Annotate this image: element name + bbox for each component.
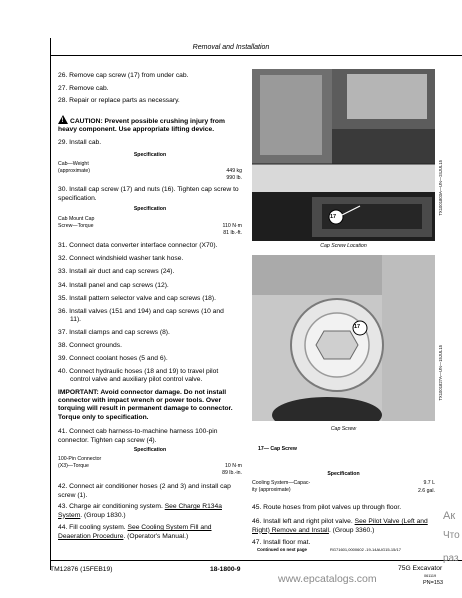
step-40-cont: control valve and auxiliary pilot control valve. [70, 376, 203, 383]
step-38: 38. Connect grounds. [58, 342, 122, 349]
step-41: 41. Connect cab harness-to-machine harness 100-pin connector. Tighten cap screw (4). [58, 428, 218, 444]
step-46 [252, 518, 442, 535]
step-32: 32. Connect windshield washer tank hose. [58, 255, 184, 262]
photo2-code: TX1001827A—UN—15JUL15 [438, 345, 443, 401]
footer-pn: PN=153 [423, 580, 444, 586]
footer-manual-id: TM12876 (15FEB19) [50, 566, 113, 573]
step-31: 31. Connect data converter interface connector (X70). [58, 242, 218, 249]
step-44 [58, 524, 244, 541]
spec2-value: 110 N·m [222, 223, 242, 229]
footer-page-number: 18-1800-9 [210, 566, 241, 573]
step-33: 33. Install air duct and cap screws (24). [58, 268, 175, 275]
footer-rule [50, 560, 462, 561]
spec3-value: 10 N·m [224, 463, 242, 469]
spec4-heading: Specification [327, 471, 360, 477]
photo1-callout: 17 [330, 214, 337, 220]
spec4-item: Cooling System—Capac- [252, 480, 311, 486]
spec3-item: 100-Pin Connector [58, 456, 102, 462]
step-35: 35. Install pattern selector valve and cap screws (18). [58, 295, 216, 302]
spec3-item2: (X3)—Torque [58, 463, 89, 469]
cap-screw-location-photo [252, 69, 435, 241]
watermark-url: www.epcatalogs.com [278, 573, 377, 585]
important-note: IMPORTANT: Avoid connector damage. Do not install connector with impact wrench or power tools. Over torquing will result in permanent damage to connector. Torque only to specification. [58, 389, 233, 421]
spec2-item2: Screw—Torque [58, 223, 94, 229]
photo2-callout: 17 [354, 324, 361, 330]
spec3-value2: 89 lb.-in. [222, 470, 242, 476]
step-43-group: . (Group 1830.) [80, 511, 126, 519]
caution-block [58, 115, 242, 135]
spec2-item: Cab Mount Cap [58, 216, 95, 222]
step-36-cont: 11). [70, 316, 82, 323]
step-30: 30. Install cap screw (17) and nuts (16). Tighten cap screw to specification. [58, 186, 239, 202]
step-43-text: 43. Charge air conditioning system. [58, 503, 165, 510]
watermark-side-1: Ак [443, 510, 456, 522]
step-42: 42. Connect air conditioner hoses (2 and 3) and install cap screw (1). [58, 483, 231, 499]
spec4-value2: 2.6 gal. [417, 488, 435, 494]
cap-screw-closeup-illustration [252, 255, 435, 421]
step-43 [58, 503, 244, 520]
page-header-title: Removal and Installation [192, 44, 270, 51]
step-39: 39. Connect coolant hoses (5 and 6). [58, 355, 168, 362]
spec1-item2: (approximate) [58, 168, 91, 174]
photo1-caption: Cap Screw Location [320, 243, 367, 249]
continued-note: Continued on next page [256, 547, 307, 552]
charge-r134a-link[interactable]: See Charge R134a System [58, 503, 222, 519]
step-46-group: . (Group 3360.) [328, 526, 375, 534]
step-46-text: 46. Install left and right pilot valve. [252, 518, 355, 525]
spec4-item2: ity (approximate) [252, 487, 291, 493]
step-45: 45. Route hoses from pilot valves up through floor. [252, 504, 402, 511]
step-28: 28. Repair or replace parts as necessary. [58, 97, 180, 104]
warning-triangle-icon [58, 115, 68, 124]
footer-model: 75G Excavator [398, 565, 443, 572]
reference-code: RG71601,0000602 -19-14AUG15-15/17 [330, 547, 401, 552]
spec4-value: 9.7 L [423, 480, 435, 486]
legend-17: 17— Cap Screw [258, 446, 297, 452]
spec1-item: Cab—Weight [58, 161, 89, 167]
watermark-side-3: раз [443, 553, 459, 564]
spec2-value2: 81 lb.-ft. [223, 230, 242, 236]
photo1-code: TX1001803A—UN—24JUL15 [438, 160, 443, 216]
step-26: 26. Remove cap screw (17) from under cab. [58, 72, 189, 79]
watermark-side-2: Что [443, 530, 460, 541]
spec1-heading: Specification [133, 152, 167, 158]
footer-date: 061119 [424, 574, 437, 578]
cab-underside-illustration [252, 69, 435, 241]
step-29: 29. Install cab. [58, 139, 102, 146]
step-44-text: 44. Fill cooling system. [58, 524, 128, 531]
step-37: 37. Install clamps and cap screws (8). [58, 329, 170, 336]
spec2-heading: Specification [133, 206, 167, 212]
photo2-caption: Cap Screw [330, 426, 357, 432]
cooling-fill-link[interactable]: See Cooling System Fill and Deaeration Procedure [58, 524, 212, 540]
pilot-valve-link[interactable]: See Pilot Valve (Left and Right) Remove and Install [252, 518, 428, 534]
spec1-value: 449 kg [226, 168, 242, 174]
caution-text: CAUTION: Prevent possible crushing injury from heavy component. Use appropriate lifting device. [58, 118, 225, 134]
step-36: 36. Install valves (151 and 194) and cap screws (10 and [58, 308, 224, 315]
step-40: 40. Connect hydraulic hoses (18 and 19) to travel pilot [58, 368, 219, 375]
spec1-value2: 990 lb. [226, 175, 242, 181]
step-44-manual: . (Operator's Manual.) [123, 532, 189, 540]
step-34: 34. Install panel and cap screws (12). [58, 282, 169, 289]
step-47: 47. Install floor mat. [252, 539, 311, 546]
spec3-heading: Specification [133, 447, 167, 453]
step-27: 27. Remove cab. [58, 85, 109, 92]
cap-screw-photo [252, 255, 435, 421]
